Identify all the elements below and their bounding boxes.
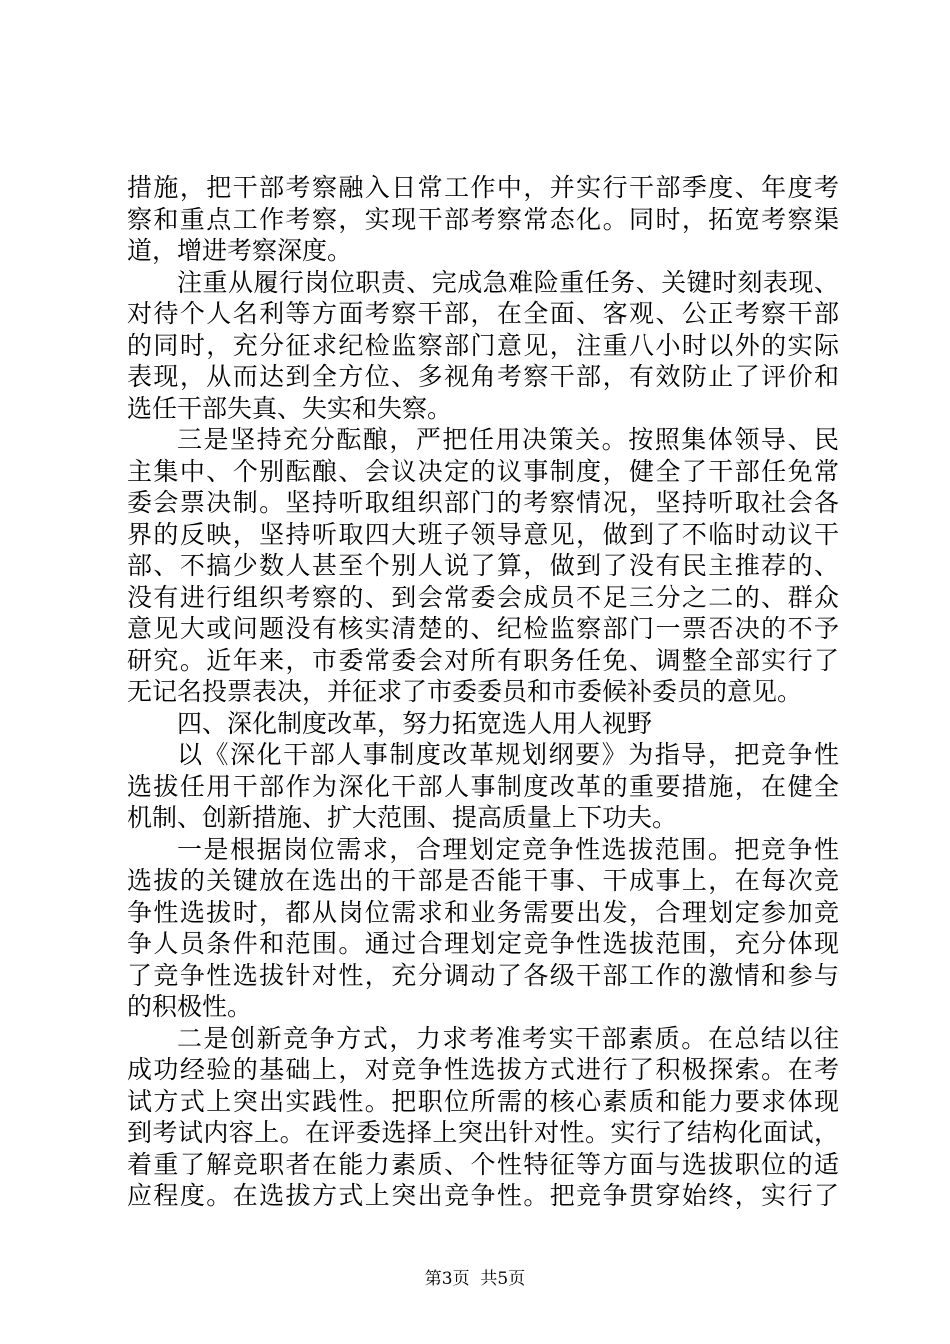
text-line: 争人员条件和范围。通过合理划定竞争性选拔范围，充分体现 <box>127 929 839 958</box>
document-body <box>127 172 839 1212</box>
text-line: 一是根据岗位需求，合理划定竞争性选拔范围。把竞争性 <box>177 834 839 864</box>
text-line: 成功经验的基础上，对竞争性选拔方式进行了积极探索。在考 <box>127 1055 839 1084</box>
text-line: 选任干部失真、失实和失察。 <box>127 393 453 423</box>
text-line: 没有进行组织考察的、到会常委会成员不足三分之二的、群众 <box>127 582 839 612</box>
text-line: 三是坚持充分酝酿，严把任用决策关。按照集体领导、民 <box>177 425 839 454</box>
text-line: 部、不搞少数人甚至个别人说了算，做到了没有民主推荐的、 <box>127 551 839 580</box>
text-line: 选拔的关键放在选出的干部是否能干事、干成事上，在每次竞 <box>127 866 839 895</box>
text-line: 四、深化制度改革，努力拓宽选人用人视野 <box>177 708 653 738</box>
page-footer <box>0 1264 950 1289</box>
text-line: 委会票决制。坚持听取组织部门的考察情况，坚持听取社会各 <box>127 488 839 517</box>
text-line: 试方式上突出实践性。把职位所需的核心素质和能力要求体现 <box>127 1086 839 1116</box>
page-number: 第3页 <box>424 1269 470 1289</box>
text-line: 争性选拔时，都从岗位需求和业务需要出发，合理划定参加竞 <box>127 897 839 927</box>
text-line: 措施，把干部考察融入日常工作中，并实行干部季度、年度考 <box>127 173 839 202</box>
text-line: 意见大或问题没有核实清楚的、纪检监察部门一票否决的不予 <box>127 614 839 643</box>
footer-gap <box>470 1269 481 1289</box>
page-total: 共5页 <box>480 1269 526 1289</box>
text-line: 的积极性。 <box>127 992 253 1021</box>
text-line: 界的反映，坚持听取四大班子领导意见，做到了不临时动议干 <box>127 519 839 549</box>
text-line: 了竞争性选拔针对性，充分调动了各级干部工作的激情和参与 <box>127 960 839 990</box>
text-line: 道，增进考察深度。 <box>127 236 353 265</box>
text-line: 应程度。在选拔方式上突出竞争性。把竞争贯穿始终，实行了 <box>127 1181 839 1210</box>
text-line: 主集中、个别酝酿、会议决定的议事制度，健全了干部任免常 <box>127 456 839 486</box>
text-line: 无记名投票表决，并征求了市委委员和市委候补委员的意见。 <box>127 677 803 706</box>
text-line: 以《深化干部人事制度改革规划纲要》为指导，把竞争性 <box>177 740 839 769</box>
text-line: 机制、创新措施、扩大范围、提高质量上下功夫。 <box>127 803 678 832</box>
text-line: 着重了解竞职者在能力素质、个性特征等方面与选拔职位的适 <box>127 1149 839 1179</box>
text-line: 的同时，充分征求纪检监察部门意见，注重八小时以外的实际 <box>127 330 839 360</box>
text-line: 选拔任用干部作为深化干部人事制度改革的重要措施，在健全 <box>127 771 839 801</box>
text-line: 对待个人名利等方面考察干部，在全面、客观、公正考察干部 <box>127 299 839 328</box>
text-line: 二是创新竞争方式，力求考准考实干部素质。在总结以往 <box>177 1023 839 1053</box>
text-line: 表现，从而达到全方位、多视角考察干部，有效防止了评价和 <box>127 362 839 391</box>
text-line: 察和重点工作考察，实现干部考察常态化。同时，拓宽考察渠 <box>127 204 839 234</box>
text-line: 到考试内容上。在评委选择上突出针对性。实行了结构化面试， <box>127 1118 839 1147</box>
text-line: 注重从履行岗位职责、完成急难险重任务、关键时刻表现、 <box>177 267 839 297</box>
text-line: 研究。近年来，市委常委会对所有职务任免、调整全部实行了 <box>127 645 839 675</box>
